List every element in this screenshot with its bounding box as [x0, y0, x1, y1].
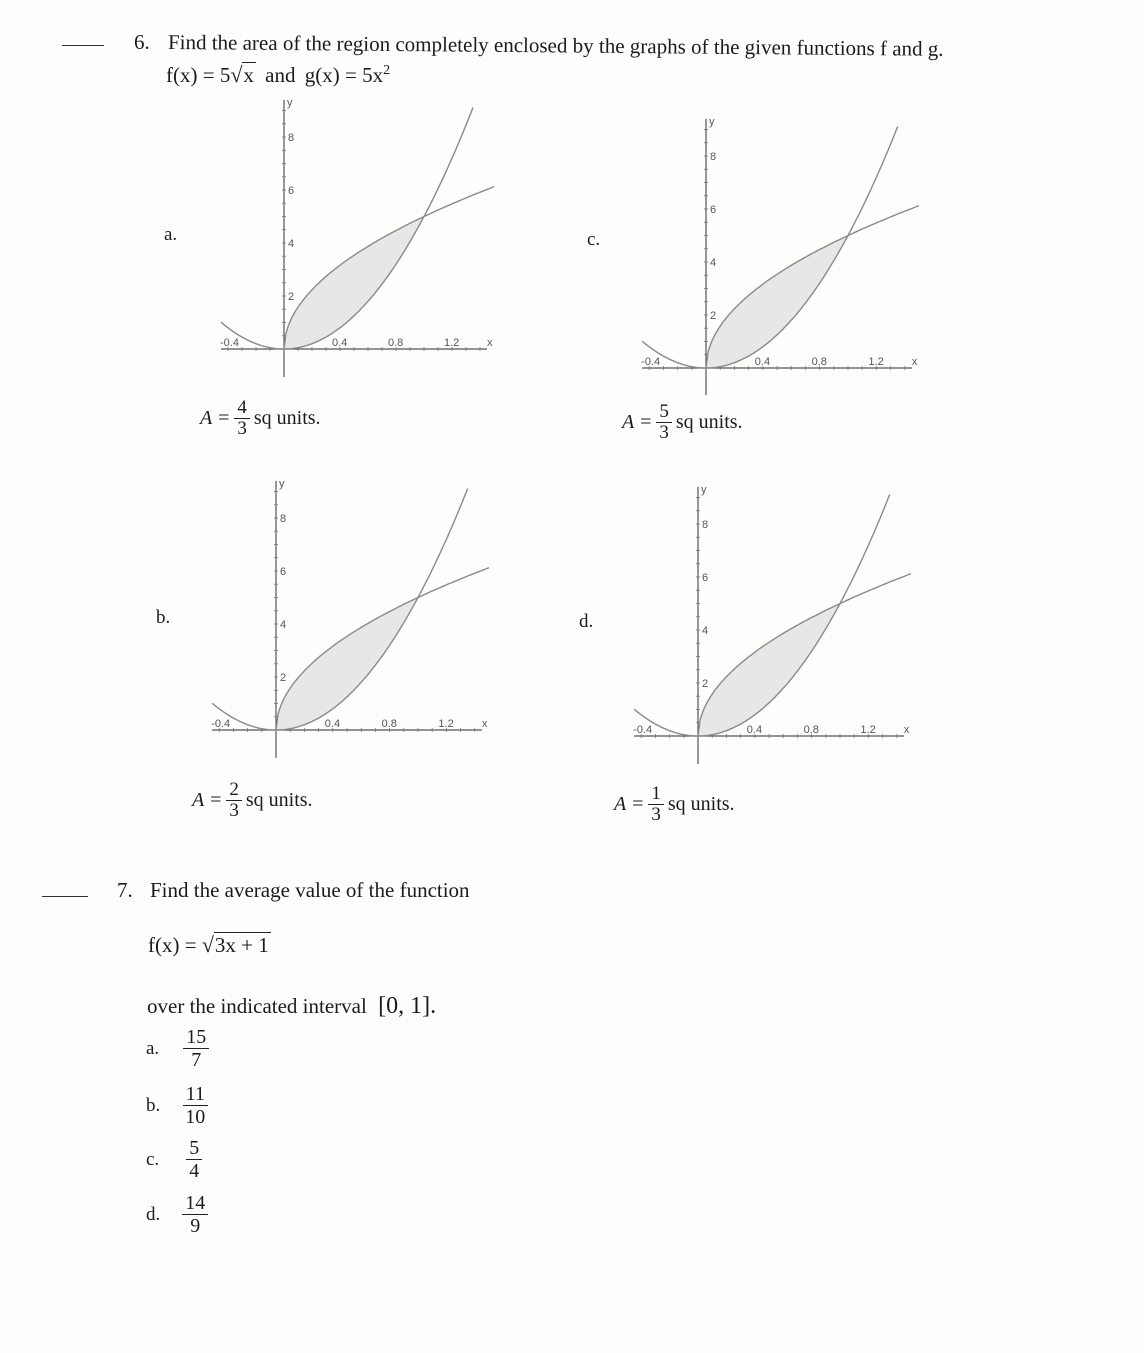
area-prefix: A = [200, 407, 231, 429]
area-prefix: A = [192, 789, 223, 811]
y-tick-label: 4 [288, 238, 295, 250]
graph-option-a [200, 95, 500, 395]
area-answer-c [622, 402, 743, 443]
q7-option-c[interactable] [146, 1137, 202, 1182]
area-answer-b [192, 780, 313, 821]
area-fraction: $\frac{4}{3}$ [234, 398, 250, 439]
question-6-prompt: Find the area of the region completely enclosed by the graphs of the given functions f and g. [167, 30, 944, 61]
answer-blank-q6[interactable] [62, 45, 104, 46]
and-connector: and [265, 63, 296, 87]
q7-option-a[interactable] [146, 1026, 209, 1071]
question-7-prompt: Find the average value of the function [150, 878, 470, 902]
q6-option-b-letter[interactable]: b. [156, 607, 171, 628]
y-tick-label: 2 [710, 310, 717, 322]
q6-option-a-letter[interactable]: a. [164, 224, 178, 245]
q6-option-d-letter[interactable]: d. [579, 611, 594, 632]
x-tick-label: -0.4 [633, 724, 653, 736]
y-tick-label: 8 [702, 519, 709, 531]
x-tick-label: 0.8 [803, 724, 819, 736]
option-fraction: $\frac{14}{9}$ [182, 1192, 208, 1237]
shaded-region [698, 604, 840, 737]
x-tick-label: -0.4 [641, 356, 661, 368]
x-tick-label: -0.4 [220, 337, 239, 349]
y-tick-label: 4 [702, 625, 709, 637]
y-tick-label: 4 [710, 257, 717, 269]
g-definition: g(x) = 5x [304, 63, 384, 87]
q7-option-d[interactable] [146, 1192, 208, 1237]
option-letter: b. [146, 1094, 161, 1116]
graph-option-c [620, 100, 920, 400]
question-6-functions [166, 62, 390, 88]
x-tick-label: 0.4 [332, 337, 348, 349]
x-tick-label: 0.8 [381, 718, 397, 730]
y-tick-label: 2 [702, 678, 709, 690]
y-axis-label: y [701, 486, 707, 496]
area-answer-d [614, 784, 735, 825]
function-prefix: f(x) = [148, 933, 202, 957]
option-fraction: $\frac{5}{4}$ [186, 1137, 202, 1182]
question-7-function [148, 932, 271, 958]
y-tick-label: 2 [280, 672, 287, 684]
q6-option-c-letter[interactable]: c. [587, 229, 601, 250]
option-letter: c. [146, 1148, 160, 1170]
sqrt-symbol: √x [230, 62, 254, 87]
x-tick-label: 1.2 [438, 718, 454, 730]
graph-option-d [612, 486, 912, 786]
area-unit: sq units. [675, 411, 743, 433]
option-fraction: $\frac{11}{10}$ [182, 1083, 208, 1128]
option-fraction: $\frac{15}{7}$ [183, 1026, 209, 1071]
option-letter: a. [146, 1037, 160, 1059]
question-6-number: 6. [134, 30, 150, 54]
x-tick-label: 0.8 [811, 356, 827, 368]
area-prefix: A = [614, 793, 645, 815]
x-tick-label: 1.2 [860, 724, 876, 736]
question-7-number: 7. [117, 878, 133, 902]
shaded-region [706, 236, 848, 369]
y-tick-label: 6 [710, 204, 717, 216]
area-answer-a [200, 398, 321, 439]
interval-line [147, 993, 436, 1020]
area-fraction: $\frac{1}{3}$ [648, 784, 664, 825]
x-axis-label: x [903, 724, 910, 736]
x-tick-label: 1.2 [868, 356, 884, 368]
x-tick-label: 0.4 [746, 724, 763, 736]
y-tick-label: 8 [280, 513, 287, 525]
area-unit: sq units. [245, 789, 313, 811]
x-tick-label: 1.2 [444, 337, 460, 349]
y-tick-label: 8 [710, 151, 717, 163]
interval-text: over the indicated interval [147, 994, 367, 1018]
area-prefix: A = [622, 411, 653, 433]
area-unit: sq units. [253, 407, 321, 429]
x-tick-label: -0.4 [211, 718, 231, 730]
q7-option-b[interactable] [146, 1083, 208, 1128]
shaded-region [276, 598, 418, 731]
interval-value: [0, 1]. [378, 993, 437, 1019]
answer-blank-q7[interactable] [42, 896, 88, 897]
x-axis-label: x [481, 718, 488, 730]
shaded-region [284, 217, 424, 350]
x-axis-label: x [487, 337, 493, 349]
g-exponent: 2 [383, 63, 391, 78]
graph-option-b [190, 480, 490, 780]
y-tick-label: 4 [280, 619, 287, 631]
area-unit: sq units. [667, 793, 735, 815]
f-definition: f(x) = 5 [166, 63, 231, 87]
sqrt-symbol: √3x + 1 [201, 932, 269, 957]
x-axis-label: x [911, 356, 918, 368]
y-tick-label: 6 [288, 185, 295, 197]
y-axis-label: y [287, 96, 293, 109]
x-tick-label: 0.4 [324, 718, 341, 730]
option-letter: d. [146, 1203, 161, 1225]
x-tick-label: 0.8 [388, 337, 404, 349]
y-tick-label: 8 [288, 132, 295, 144]
y-tick-label: 2 [288, 291, 295, 303]
area-fraction: $\frac{5}{3}$ [656, 402, 672, 443]
y-axis-label: y [709, 115, 715, 128]
x-tick-label: 0.4 [754, 356, 771, 368]
y-axis-label: y [279, 480, 285, 490]
y-tick-label: 6 [280, 566, 287, 578]
y-tick-label: 6 [702, 572, 709, 584]
area-fraction: $\frac{2}{3}$ [226, 780, 242, 821]
